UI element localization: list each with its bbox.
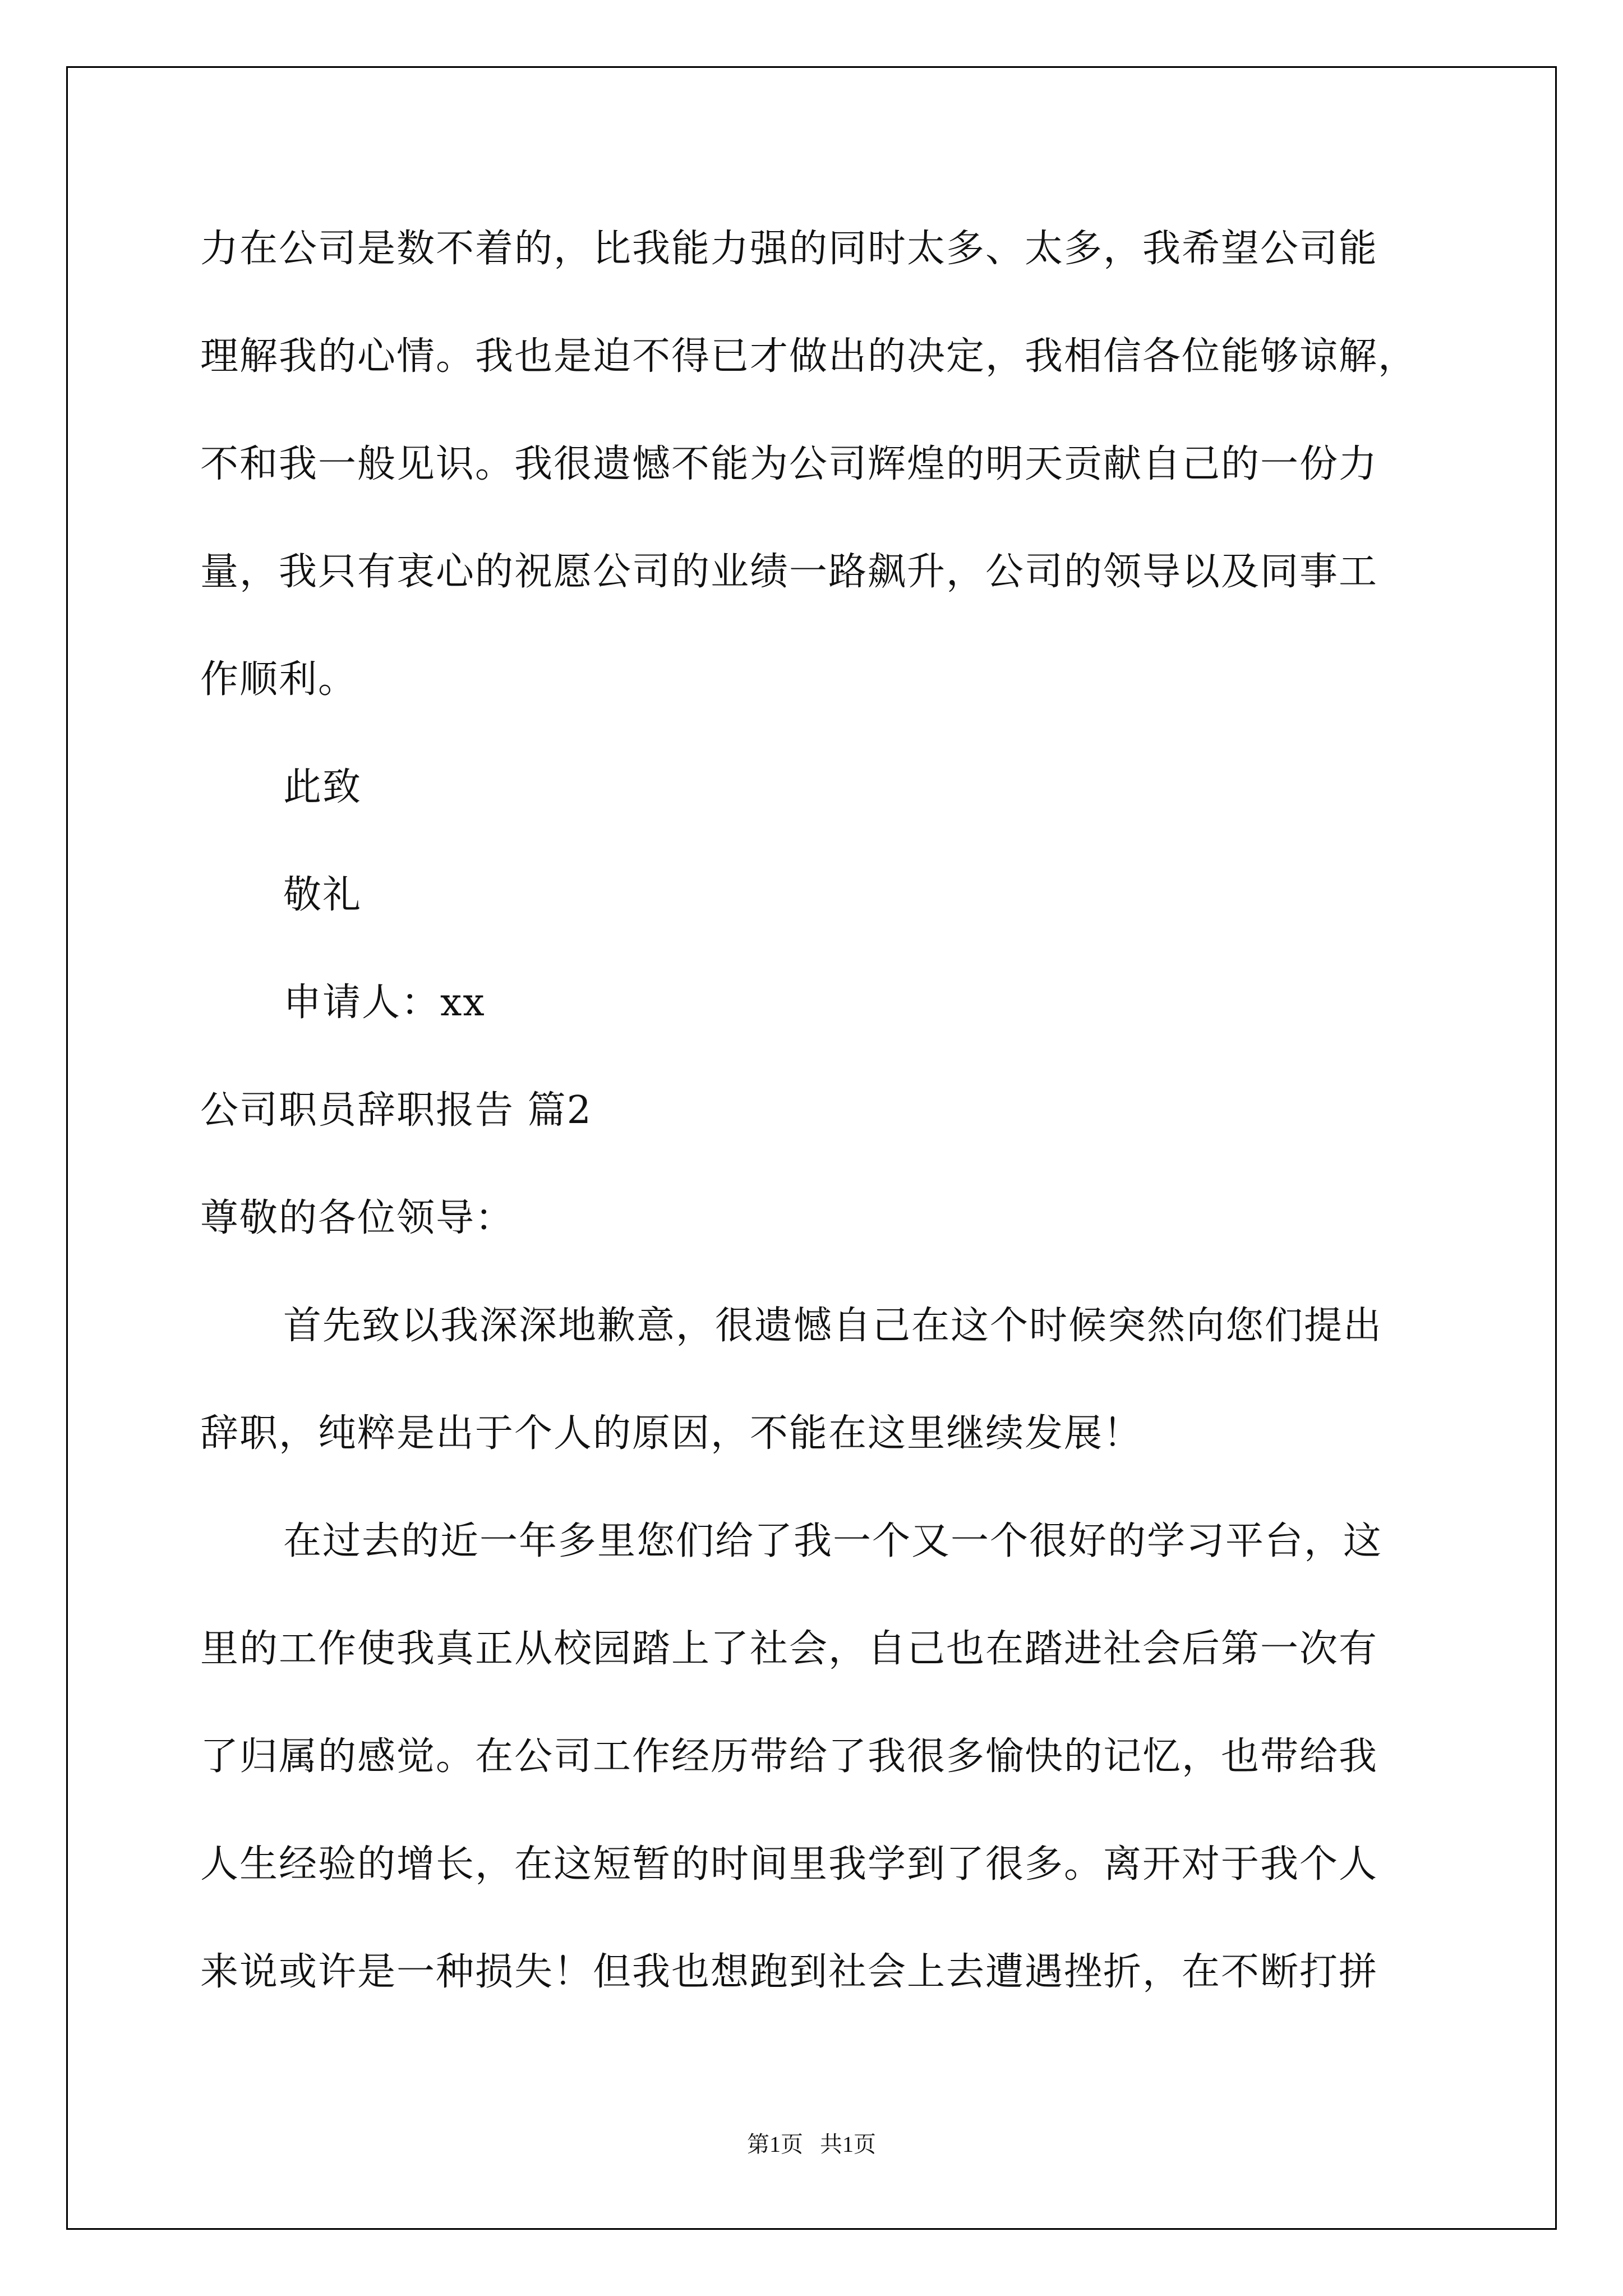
signature-line: 申请人：xx [283,981,486,1025]
greeting: 尊敬的各位领导： [200,1196,515,1240]
body-line: 来说或许是一种损失！但我也想跑到社会上去遭遇挫折，在不断打拼 [200,1950,1378,1994]
salute-line: 敬礼 [283,873,362,917]
body-line: 在过去的近一年多里您们给了我一个又一个很好的学习平台，这 [283,1519,1383,1563]
closing-line: 此致 [283,765,362,809]
body-line: 人生经验的增长，在这短暂的时间里我学到了很多。离开对于我个人 [200,1842,1378,1887]
page-border [66,66,1557,2230]
body-line: 不和我一般见识。我很遗憾不能为公司辉煌的明天贡献自己的一份力 [200,442,1378,486]
body-line: 辞职，纯粹是出于个人的原因，不能在这里继续发展！ [200,1411,1143,1456]
body-line: 理解我的心情。我也是迫不得已才做出的决定，我相信各位能够谅解， [200,334,1418,379]
section-title: 公司职员辞职报告 篇2 [200,1088,592,1133]
body-line: 作顺利。 [200,657,358,702]
body-line: 首先致以我深深地歉意，很遗憾自己在这个时候突然向您们提出 [283,1304,1383,1348]
body-line: 量，我只有衷心的祝愿公司的业绩一路飙升，公司的领导以及同事工 [200,550,1378,594]
page-footer: 第1页 共1页 [747,2132,876,2157]
body-line: 里的工作使我真正从校园踏上了社会，自己也在踏进社会后第一次有 [200,1627,1378,1671]
body-line: 了归属的感觉。在公司工作经历带给了我很多愉快的记忆，也带给我 [200,1734,1378,1779]
body-line: 力在公司是数不着的，比我能力强的同时太多、太多，我希望公司能 [200,227,1378,271]
